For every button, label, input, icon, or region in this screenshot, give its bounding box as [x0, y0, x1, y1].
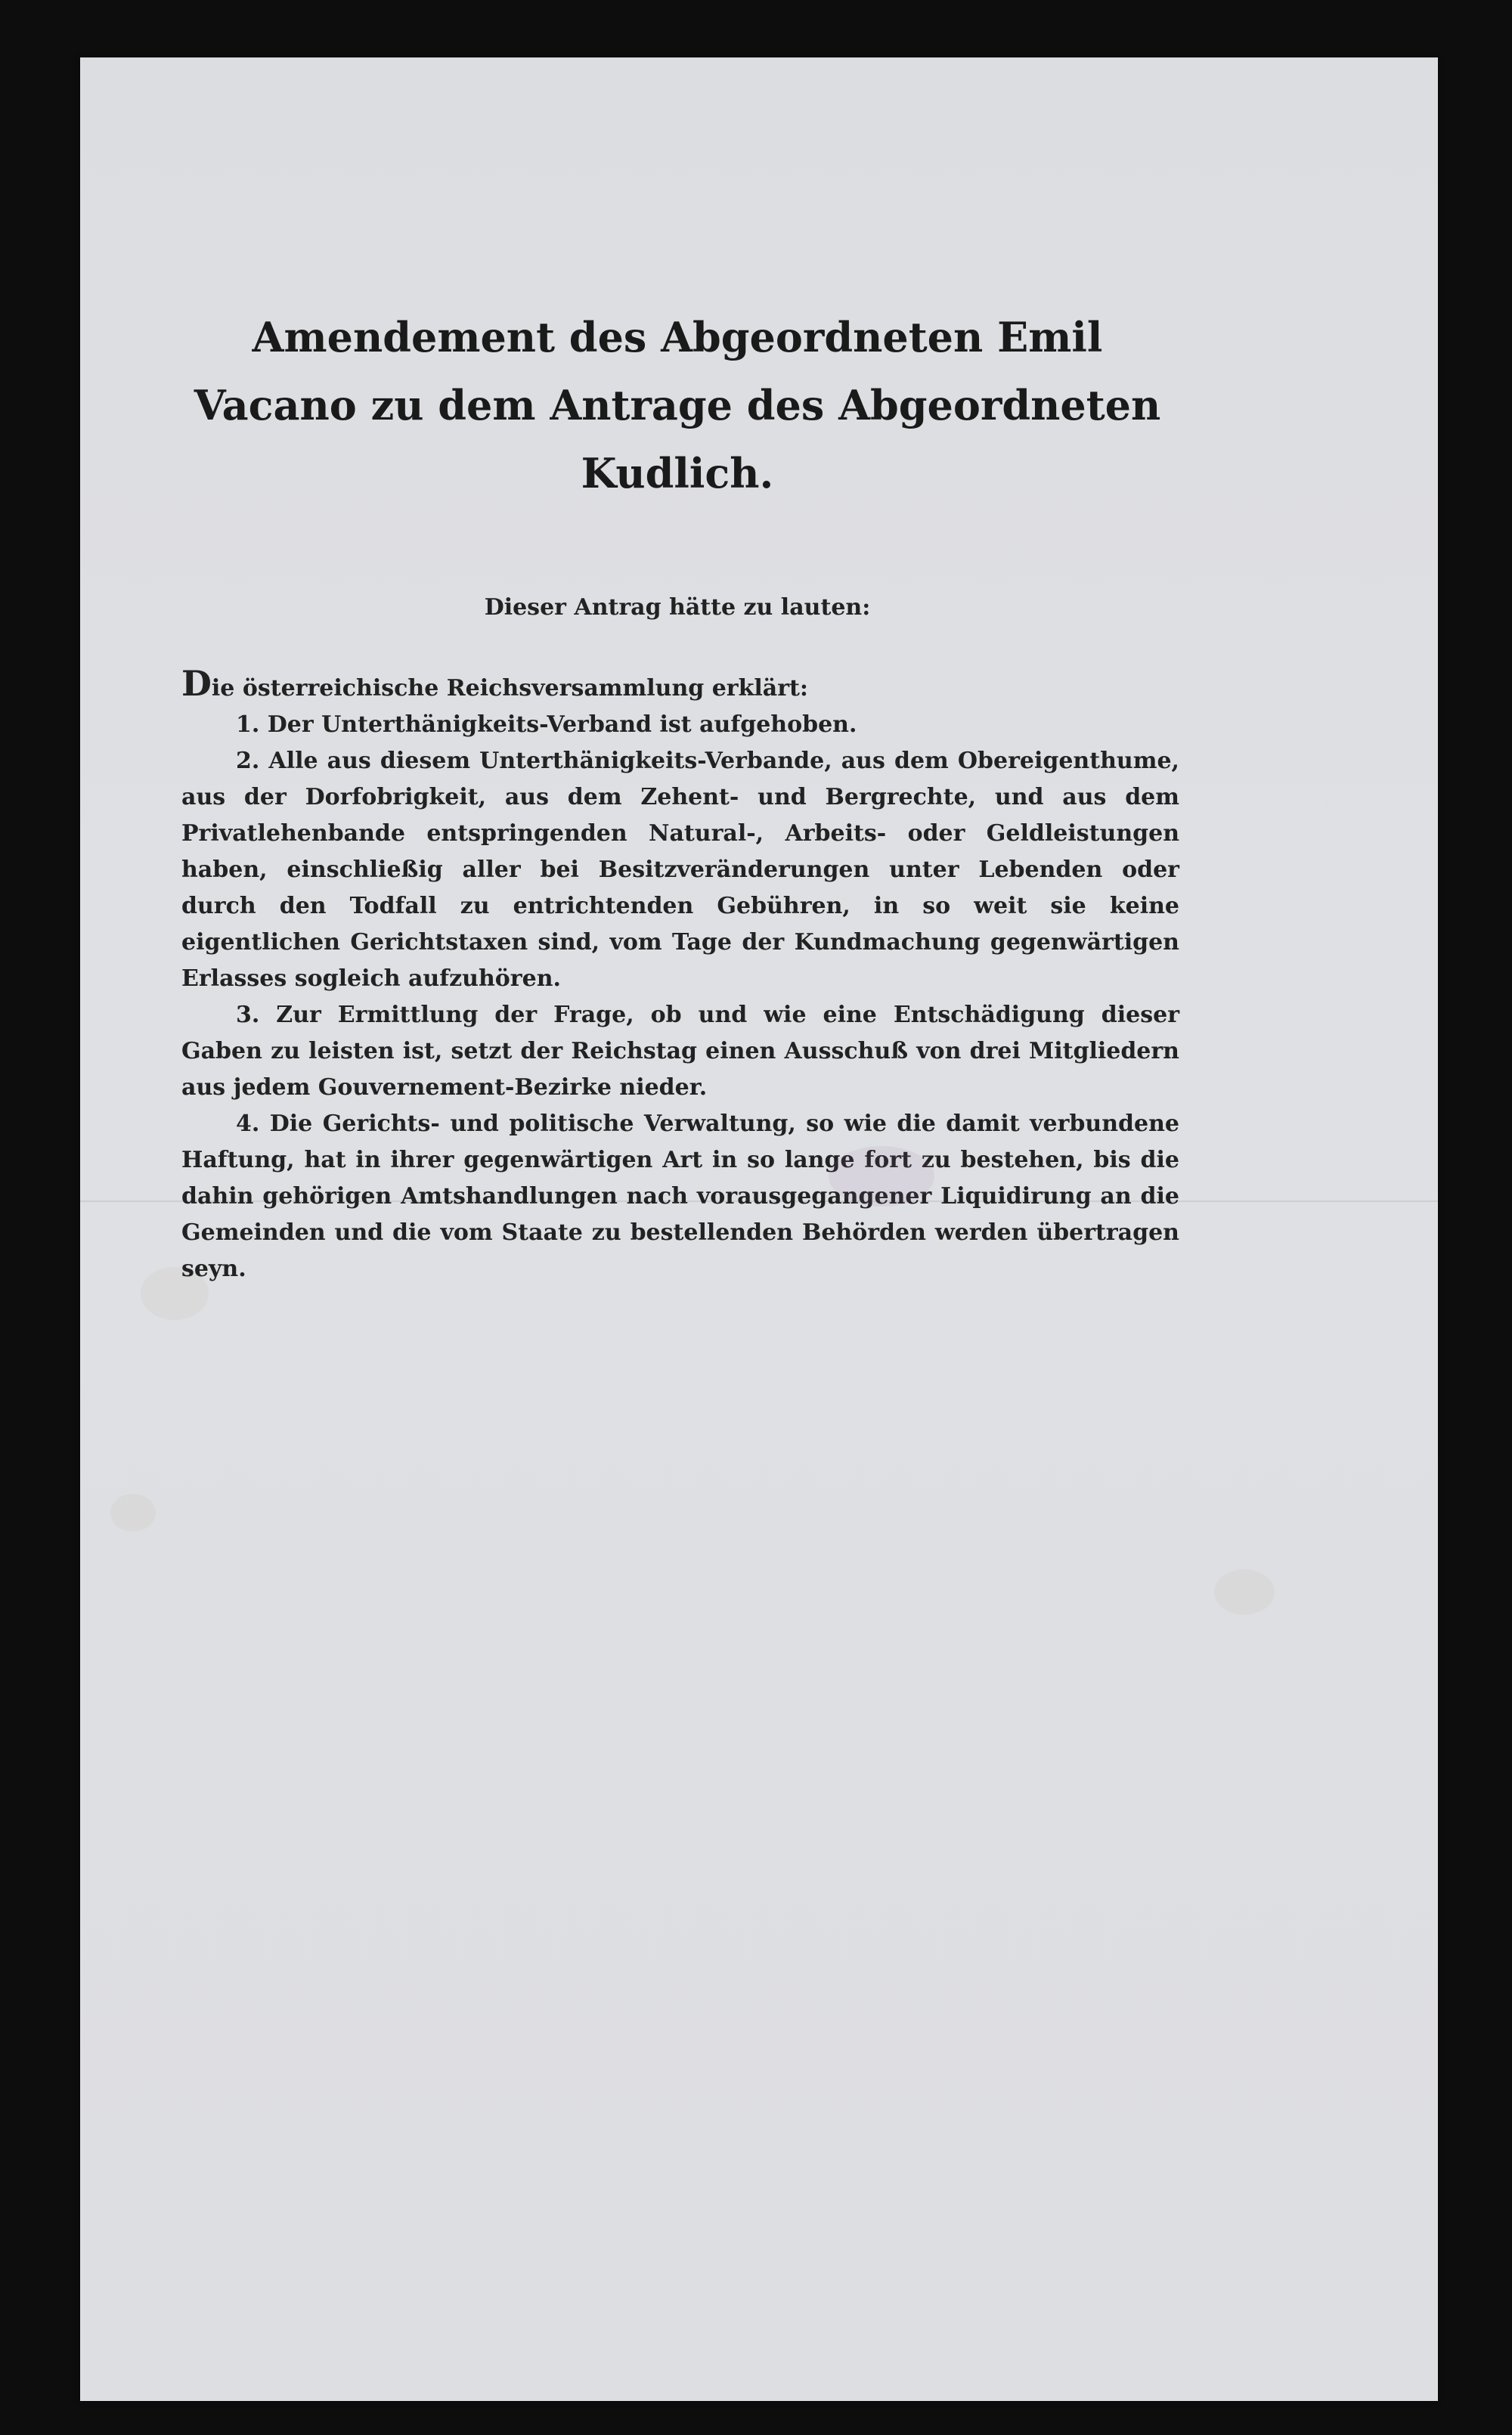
article-item-2: 2. Alle aus diesem Unterthänigkeits-Verbande, aus dem Obereigenthume, aus der Dorfobrigkeit, aus dem Zehent- und Bergrechte, und aus dem Privatlehenbande entspringenden Natural-, Arbeits- oder Geldleistungen haben, einschließig aller bei Besitzveränderungen unter Lebenden oder durch den Todfall zu entrichtenden Gebühren, in so weit sie keine eigentlichen Gerichtstaxen sind, vom Tage der Kundmachung gegenwärtigen Erlasses sogleich aufzuhören.	[181, 748, 1179, 992]
paper-stain	[110, 1494, 156, 1532]
paper-stain	[1214, 1569, 1275, 1615]
article-item-1: 1. Der Unterthänigkeits-Verband ist aufgehoben.	[236, 711, 857, 738]
document-title: Amendement des Abgeordneten Emil Vacano zu dem Antrage des Abgeordneten Kudlich.	[194, 313, 1161, 497]
document-page	[80, 57, 1438, 2401]
document-body	[181, 663, 1179, 1287]
article-item-4: 4. Die Gerichts- und politische Verwaltung, so wie die damit verbundene Haftung, hat in ihrer gegenwärtigen Art in so lange fort zu bestehen, bis die dahin gehörigen Amtshandlungen nach vorausgegangener Liquidirung an die Gemeinden und die vom Staate zu bestellenden Behörden werden übertragen seyn.	[181, 1111, 1179, 1282]
article-item-3: 3. Zur Ermittlung der Frage, ob und wie eine Entschädigung dieser Gaben zu leisten ist, setzt der Reichstag einen Ausschuß von drei Mitgliedern aus jedem Gouvernement-Bezirke nieder.	[181, 1002, 1179, 1101]
intro-line	[181, 663, 1179, 707]
drop-initial: D	[181, 663, 212, 704]
faded-stamp	[829, 1146, 934, 1207]
intro-text: ie österreichische Reichsversammlung erklärt:	[211, 675, 808, 702]
document-subtitle: Dieser Antrag hätte zu lauten:	[484, 594, 871, 621]
